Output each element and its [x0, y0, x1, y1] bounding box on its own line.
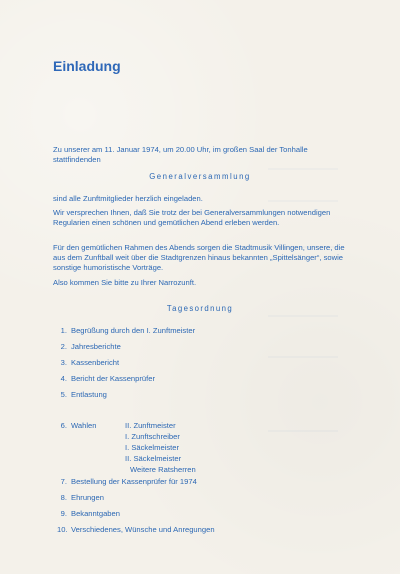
list-item	[57, 326, 307, 342]
elections-label: Wahlen	[71, 421, 97, 430]
agenda-text: Begrüßung durch den I. Zunftmeister	[71, 326, 196, 335]
agenda-text: Verschiedenes, Wünsche und Anregungen	[71, 525, 215, 534]
agenda-number: 2.	[60, 342, 67, 351]
agenda-number: 9.	[60, 509, 67, 518]
agenda-list-continued	[57, 477, 307, 541]
assembly-heading: Generalversammlung	[149, 172, 251, 181]
agenda-number: 7.	[60, 477, 67, 486]
agenda-number: 8.	[60, 493, 67, 502]
election-subitem: Weitere Ratsherren	[130, 465, 196, 474]
intro-text: Zu unserer am 11. Januar 1974, um 20.00 Uhr, im großen Saal der Tonhalle stattfindenden	[53, 145, 308, 164]
agenda-heading: Tagesordnung	[166, 304, 234, 313]
agenda-text: Entlastung	[71, 390, 107, 399]
paragraph-promise: Wir versprechen Ihnen, daß Sie trotz der bei Generalversammlungen notwendigen Regularien einen schönen und gemütlichen Abend erleben werden.	[53, 208, 331, 227]
election-subitem: II. Säckelmeister	[125, 454, 182, 463]
list-item	[57, 358, 307, 374]
agenda-text: Jahresberichte	[71, 342, 121, 351]
faint-mark	[268, 356, 338, 358]
agenda-text: Bestellung der Kassenprüfer für 1974	[71, 477, 197, 486]
faint-mark	[268, 246, 338, 248]
list-item	[57, 390, 307, 406]
agenda-text: Kassenbericht	[71, 358, 120, 367]
faint-mark	[268, 315, 338, 317]
agenda-number: 1.	[60, 326, 67, 335]
list-item	[57, 493, 307, 509]
list-item	[57, 509, 307, 525]
agenda-number: 10.	[57, 525, 68, 534]
agenda-number: 4.	[60, 374, 67, 383]
list-item	[57, 477, 307, 493]
paragraph-entertainment: Für den gemütlichen Rahmen des Abends sorgen die Stadtmusik Villingen, unsere, die aus dem Zunftball weit über die Stadtgrenzen hinaus bekannten „Spittelsänger“, sowie sonstige humoristische Vorträge.	[53, 243, 345, 272]
agenda-text: Bekanntgaben	[71, 509, 120, 518]
agenda-list	[57, 326, 307, 406]
faint-mark	[268, 168, 338, 170]
agenda-number: 3.	[60, 358, 67, 367]
agenda-number: 6.	[60, 421, 67, 430]
election-subitem: I. Zunftschreiber	[125, 432, 180, 441]
election-subitem: II. Zunftmeister	[125, 421, 176, 430]
page-title: Einladung	[53, 58, 121, 74]
faint-mark	[268, 200, 338, 202]
agenda-text: Bericht der Kassenprüfer	[71, 374, 155, 383]
paragraph-invite: sind alle Zunftmitglieder herzlich eingeladen.	[53, 194, 203, 203]
agenda-number: 5.	[60, 390, 67, 399]
list-item	[57, 525, 307, 541]
faint-mark	[268, 430, 338, 432]
election-subitem: I. Säckelmeister	[125, 443, 180, 452]
paragraph-closing: Also kommen Sie bitte zu Ihrer Narrozunft.	[53, 278, 197, 287]
list-item	[57, 374, 307, 390]
agenda-text: Ehrungen	[71, 493, 104, 502]
